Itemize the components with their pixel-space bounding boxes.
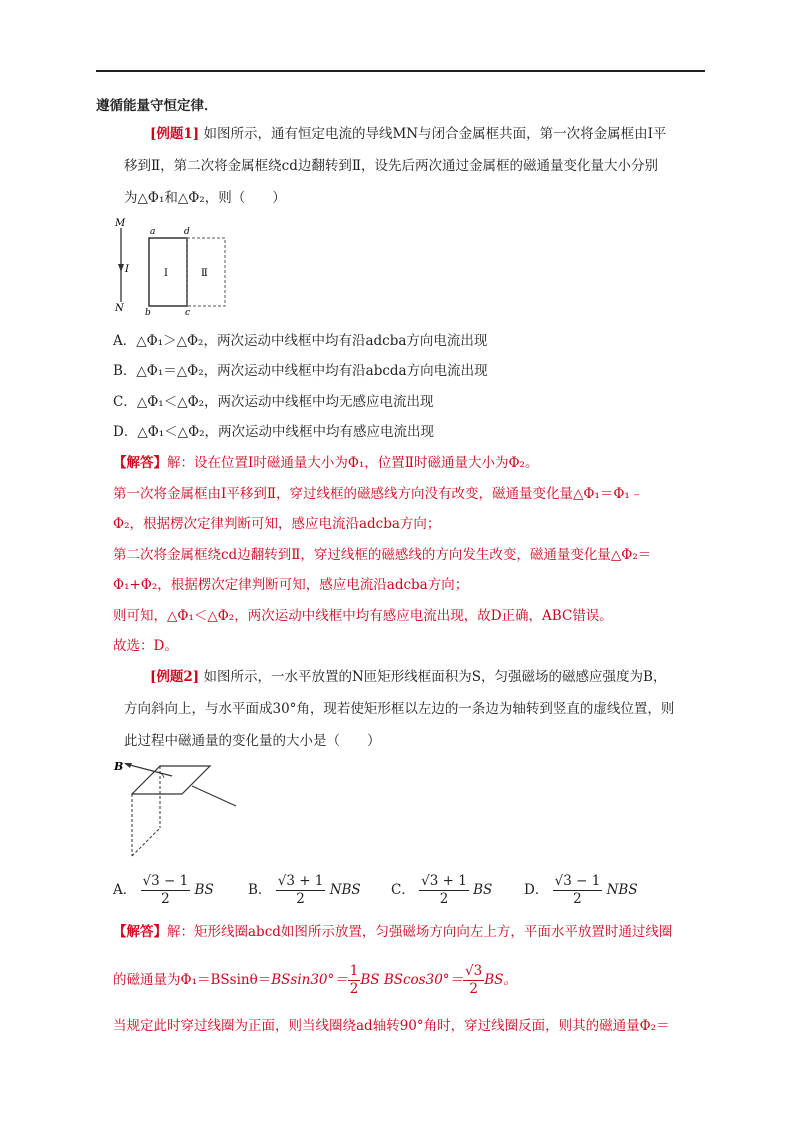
option-d-denominator: 2: [573, 891, 582, 907]
label-m: M: [115, 218, 126, 229]
label-c: c: [185, 308, 191, 318]
example2-line3: 此过程中磁通量的变化量的大小是（ ）: [124, 733, 381, 749]
example2-text1: 如图所示，一水平放置的N匝矩形线框面积为S，匀强磁场的磁感应强度为B，: [203, 669, 667, 685]
answer2-frac2-num: √3: [465, 963, 483, 979]
option-c-label: C．: [391, 882, 415, 898]
answer2-math1: BSsin30°＝: [271, 972, 348, 988]
example1-text1: 如图所示，通有恒定电流的导线MN与闭合金属框共面，第一次将金属框由Ⅰ平: [203, 126, 667, 142]
example2-line2: 方向斜向上，与水平面成30°角，现若使矩形框以左边的一条边为轴转到竖直的虚线位置，则: [124, 701, 675, 717]
example1-option-c: C．△Φ₁＜△Φ₂，两次运动中线框中均无感应电流出现: [113, 394, 434, 410]
example2-answer-line3: 当规定此时穿过线圈为正面，则当线圈绕ad轴转90°角时，穿过线圈反面，则其的磁通量Φ₂＝: [113, 1018, 670, 1034]
example1-answer-tag: 【解答】: [113, 455, 167, 471]
answer2-frac2-den: 2: [469, 981, 478, 997]
example1-answer-line6: 则可知，△Φ₁＜△Φ₂，两次运动中线框中均有感应电流出现，故D正确，ABC错误。: [113, 608, 613, 624]
field-arrow-icon: [124, 763, 132, 768]
example2-figure: [112, 756, 242, 860]
vertical-dashed-bottom: [132, 828, 160, 856]
normal-line: [192, 786, 236, 806]
label-b: b: [145, 308, 151, 318]
label-i: I: [125, 264, 129, 275]
example1-answer-line7: 故选：D。: [113, 638, 178, 654]
example1-option-b: B．△Φ₁＝△Φ₂，两次运动中线框中均有沿abcda方向电流出现: [113, 363, 488, 379]
option-c-numerator: √3 + 1: [421, 873, 467, 889]
header-rule: [96, 70, 705, 72]
example1-option-d: D．△Φ₁＜△Φ₂，两次运动中线框中均有感应电流出现: [113, 424, 435, 440]
example1-answer-line3: Φ₂，根据楞次定律判断可知，感应电流沿adcba方向；: [113, 516, 441, 532]
answer2-frac1-den: 2: [349, 981, 359, 997]
answer2-frac1-num: 1: [349, 963, 359, 979]
example1-line3: 为△Φ₁和△Φ₂，则（ ）: [124, 190, 286, 206]
example1-line1: [150, 124, 666, 144]
option-d-suffix: NBS: [606, 882, 638, 898]
example2-answer-line1: [113, 922, 672, 942]
current-arrow-icon: [118, 264, 124, 272]
label-n: N: [115, 303, 124, 314]
option-b-suffix: NBS: [329, 882, 361, 898]
option-b-denominator: 2: [296, 891, 305, 907]
frame-position-1: [149, 238, 187, 306]
answer2-end: BS。: [484, 972, 517, 988]
example2-answer-text1: 解：矩形线圈abcd如图所示放置，匀强磁场方向向左上方，平面水平放置时通过线圈: [167, 924, 673, 940]
horizontal-frame: [132, 766, 210, 794]
example2-option-a: [113, 872, 214, 908]
option-b-label: B．: [248, 882, 272, 898]
option-a-label: A．: [113, 882, 137, 898]
option-c-suffix: BS: [473, 882, 493, 898]
example2-answer-line2: [113, 962, 517, 998]
label-region-2: Ⅱ: [201, 268, 208, 279]
label-d: d: [184, 227, 190, 237]
example2-line1: [150, 667, 666, 687]
example2-answer-tag: 【解答】: [113, 924, 167, 940]
option-b-numerator: √3 + 1: [277, 873, 324, 889]
example2-tag: [例题2]: [150, 669, 200, 685]
answer2-math2: BS BScos30°＝: [360, 972, 464, 988]
example1-answer-text1: 解：设在位置Ⅰ时磁通量大小为Φ₁，位置Ⅱ时磁通量大小为Φ₂。: [167, 455, 539, 471]
option-a-numerator: √3 − 1: [142, 873, 189, 889]
example1-answer-line1: [113, 453, 538, 473]
example1-option-a: A．△Φ₁＞△Φ₂，两次运动中线框中均有沿adcba方向电流出现: [113, 333, 488, 349]
option-a-denominator: 2: [161, 891, 170, 907]
option-a-suffix: BS: [194, 882, 214, 898]
example2-option-b: [248, 872, 361, 908]
label-b-field: B: [114, 760, 124, 773]
example1-line2: 移到Ⅱ，第二次将金属框绕cd边翻转到Ⅱ，设先后两次通过金属框的磁通量变化量大小分别: [124, 158, 659, 174]
example1-answer-line5: Φ₁+Φ₂，根据楞次定律判断可知，感应电流沿adcba方向；: [113, 577, 469, 593]
example2-option-c: [391, 872, 492, 908]
option-c-denominator: 2: [439, 891, 449, 907]
example1-tag: [例题1]: [150, 126, 200, 142]
option-d-label: D．: [524, 882, 549, 898]
label-region-1: Ⅰ: [164, 268, 168, 279]
intro-text: 遵循能量守恒定律．: [96, 98, 218, 114]
label-a: a: [150, 227, 156, 237]
example1-answer-line2: 第一次将金属框由Ⅰ平移到Ⅱ，穿过线框的磁感线方向没有改变，磁通量变化量△Φ₁＝Φ₁﹣: [113, 486, 644, 502]
answer2-prefix: 的磁通量为Φ₁＝BSsinθ＝: [113, 972, 272, 988]
option-d-numerator: √3 − 1: [554, 873, 601, 889]
example1-answer-line4: 第二次将金属框绕cd边翻转到Ⅱ，穿过线框的磁感线的方向发生改变，磁通量变化量△Φ₂＝: [113, 547, 652, 563]
example1-figure: [112, 214, 252, 320]
example2-option-d: [524, 872, 638, 908]
